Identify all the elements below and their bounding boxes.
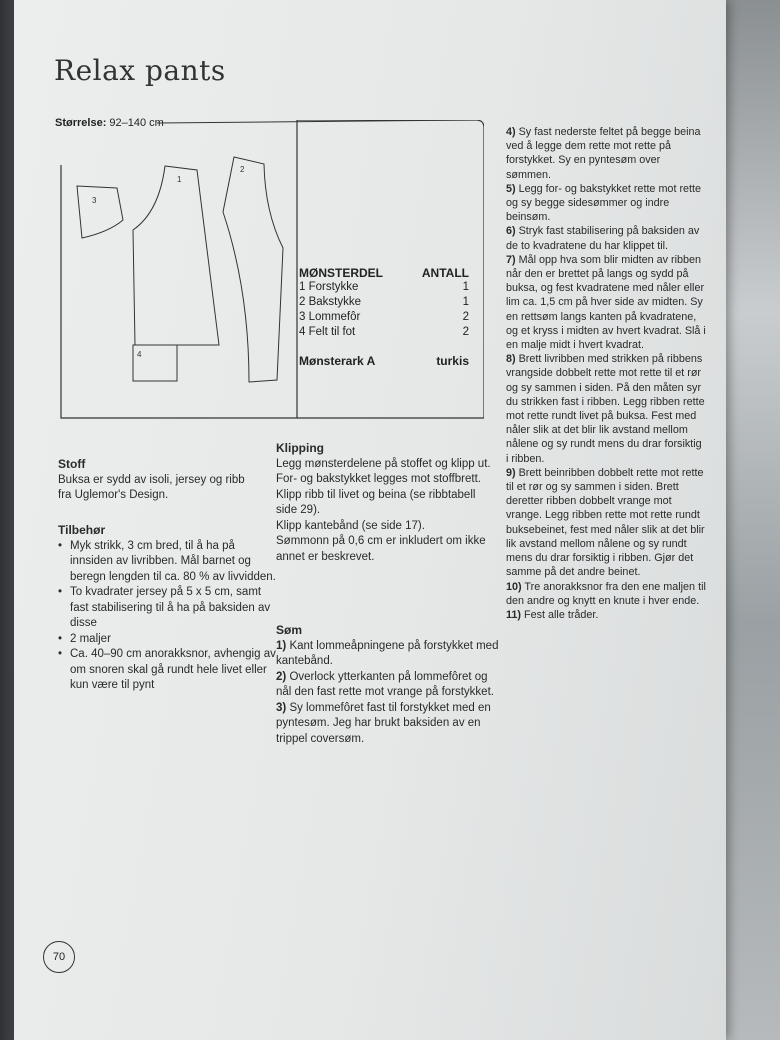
step-text: Kant lommeåpningene på forstykket med kantebånd. [276,639,499,667]
row-part: 4 Felt til fot [299,326,356,338]
piece-1-number: 1 [177,175,182,184]
step-text: Sy lommefôret fast til forstykket med en pyntesøm. Jeg har brukt baksiden av en trippel coversøm. [276,701,491,745]
list-item: • Myk strikk, 3 cm bred, til å ha på innsiden av livribben. Mål barnet og beregn lengden til ca. 80 % av livvidden. [58,539,280,586]
step-item [276,701,504,748]
step-item [506,352,706,466]
row-qty: 2 [462,311,469,323]
stoff-heading: Stoff [58,457,86,471]
piece-4-number: 4 [137,350,142,359]
klipping-paragraph: Klipp ribb til livet og beina (se ribbtabell side 29). [276,488,476,516]
step-text: Brett livribben med strikken på ribbens vrangside dobbelt rette mot rette til et rør og sy sammen i siden. På den måten syr du strikken fast i ribben. Legg ribben rette mot rette rundt livet på buksa. Fest med nåler slik at det blir lik avstand mellom nålene og sy rundt mens du drar forsiktig i ribben. [506,353,705,465]
piece-3-pocket-lining [77,186,123,238]
step-number: 6) [506,225,516,238]
sheet-color: turkis [436,354,469,368]
stoff-body: Buksa er sydd av isoli, jersey og ribb fra Uglemor's Design. [58,473,245,501]
step-text: Overlock ytterkanten på lommefôret og nål den fast rette mot vrange på forstykket. [276,670,494,698]
step-text: Tre anorakksnor fra den ene maljen til den andre og knytt en knute i hver ende. [506,580,706,607]
right-steps-column [506,125,706,622]
row-part: 1 Forstykke [299,281,359,293]
step-number: 11) [506,608,522,621]
step-item [276,639,504,670]
pattern-sheet-line [299,354,469,368]
header-part: MØNSTERDEL [299,266,383,280]
table-row [299,310,469,325]
row-qty: 1 [462,296,469,308]
piece-1-front [133,166,219,345]
step-item [506,253,706,352]
list-item: • Ca. 40–90 cm anorakksnor, avhengig av om snoren skal gå rundt hele livet eller kun være til pynt [58,647,280,694]
step-text: Stryk fast stabilisering på baksiden av de to kvadratene du har klippet til. [506,225,700,252]
step-item [506,224,706,252]
page-title: Relax pants [54,54,226,87]
step-number: 2) [276,670,287,683]
size-value: 92–140 cm [109,117,164,129]
step-number: 8) [506,353,516,366]
step-item [506,580,706,608]
step-text: Sy fast nederste feltet på begge beina ved å legge dem rette mot rette på forstykket. Sy en pyntesøm over sømmen. [506,126,701,181]
step-number: 3) [276,701,287,714]
size-label: Størrelse: [55,117,107,129]
step-number: 7) [506,253,516,266]
step-text: Fest alle tråder. [524,608,599,621]
klipping-section [276,441,498,565]
stoff-section [58,457,258,504]
piece-2-number: 2 [240,165,245,174]
pattern-table-header [299,266,469,280]
step-number: 5) [506,182,516,195]
klipping-paragraph: Legg mønsterdelene på stoffet og klipp ut. For- og bakstykket legges mot stoffbrett. [276,457,491,485]
tilbehor-section [58,523,280,694]
piece-3-number: 3 [92,196,97,205]
step-number: 10) [506,580,522,593]
table-row [299,325,469,340]
klipping-paragraph: Sømmonn på 0,6 cm er inkludert om ikke annet er beskrevet. [276,535,486,563]
step-text: Legg for- og bakstykket rette mot rette og sy begge sidesømmer og indre beinsøm. [506,182,702,224]
pattern-pieces-table [299,266,469,368]
som-section [276,623,504,747]
list-item: • 2 maljer [58,632,280,648]
klipping-heading: Klipping [276,441,324,455]
tilbehor-list [58,539,280,694]
step-number: 1) [276,639,287,652]
step-item [506,608,706,622]
klipping-paragraph: Klipp kantebånd (se side 17). [276,519,425,532]
step-text: Brett beinribben dobbelt rette mot rette til et rør og sy sammen i siden. Brett deretter ribben dobbelt vrange mot vrange. Legg ribben rette mot rette rundt buksebeinet, fest med nåler slik at det blir lik avstand mellom nålene og sy rundt mens du drar forsiktig i ribben. Gjør det samme på det andre beinet. [506,466,705,579]
step-item [276,670,504,701]
table-row [299,295,469,310]
list-item: • To kvadrater jersey på 5 x 5 cm, samt fast stabilisering til å ha på baksiden av disse [58,585,280,632]
sheet-label: Mønsterark A [299,354,376,368]
piece-2-back [223,157,283,382]
step-text: Mål opp hva som blir midten av ribben når den er brettet på langs og sydd på buksa, og fest kvadratene med nåler eller lim ca. 1,5 cm på hver side av midten. Sy en rettsøm langs kanten på kvadratene, og et kryss i midten av hvert kvadrat. Slå i en malje midt i hvert kvadrat. [506,253,706,352]
step-item [506,125,706,182]
page-number: 70 [43,941,75,973]
tilbehor-heading: Tilbehør [58,523,106,537]
row-qty: 1 [462,281,469,293]
step-item [506,182,706,225]
row-part: 3 Lommefôr [299,311,361,323]
step-item [506,466,706,580]
header-qty: ANTALL [421,266,469,280]
table-row [299,280,469,295]
step-number: 9) [506,466,516,479]
som-heading: Søm [276,623,303,637]
step-number: 4) [506,126,516,138]
row-part: 2 Bakstykke [299,296,361,308]
row-qty: 2 [462,326,469,338]
